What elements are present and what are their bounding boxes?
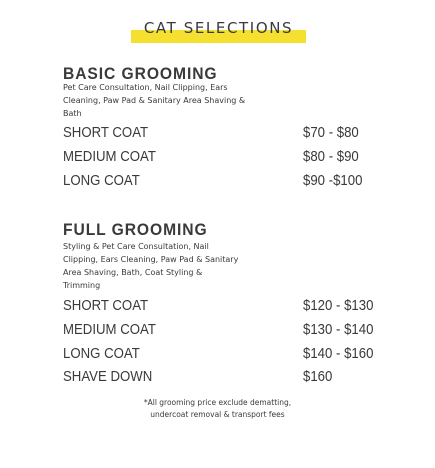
page-title-block: [131, 18, 306, 44]
price-row: [63, 345, 403, 367]
item-name: SHORT COAT: [63, 297, 149, 314]
item-name: MEDIUM COAT: [63, 321, 156, 338]
description-line: Cleaning, Paw Pad & Sanitary Area Shaving &: [63, 96, 246, 105]
price-row: [63, 297, 403, 319]
footnote: [0, 397, 435, 421]
section-description-full: [63, 240, 263, 292]
item-name: SHAVE DOWN: [63, 368, 153, 385]
item-price: $90 -$100: [303, 172, 363, 189]
item-price: $140 - $160: [303, 345, 374, 362]
item-name: SHORT COAT: [63, 124, 149, 141]
item-name: MEDIUM COAT: [63, 148, 156, 165]
description-line: Bath: [63, 109, 82, 118]
item-price: $130 - $140: [303, 321, 374, 338]
footnote-line: *All grooming price exclude dematting,: [143, 398, 292, 407]
price-row: [63, 124, 403, 146]
description-line: Pet Care Consultation, Nail Clipping, Ears: [63, 83, 228, 92]
price-row: [63, 368, 403, 390]
description-line: Area Shaving, Bath, Coat Styling &: [63, 268, 203, 277]
price-row: [63, 148, 403, 170]
item-price: $70 - $80: [303, 124, 359, 141]
description-line: Styling & Pet Care Consultation, Nail: [63, 242, 209, 251]
item-price: $120 - $130: [303, 297, 374, 314]
item-name: LONG COAT: [63, 172, 140, 189]
item-name: LONG COAT: [63, 345, 140, 362]
section-title-basic: BASIC GROOMING: [63, 64, 218, 83]
price-row: [63, 321, 403, 343]
footnote-line: undercoat removal & transport fees: [150, 410, 285, 419]
description-line: Clipping, Ears Cleaning, Paw Pad & Sanitary: [63, 255, 239, 264]
section-title-full: FULL GROOMING: [63, 220, 208, 239]
item-price: $80 - $90: [303, 148, 359, 165]
section-description-basic: [63, 81, 263, 120]
price-row: [63, 172, 403, 194]
description-line: Trimming: [63, 281, 101, 290]
item-price: $160: [303, 368, 333, 385]
page-title: CAT SELECTIONS: [143, 19, 294, 37]
